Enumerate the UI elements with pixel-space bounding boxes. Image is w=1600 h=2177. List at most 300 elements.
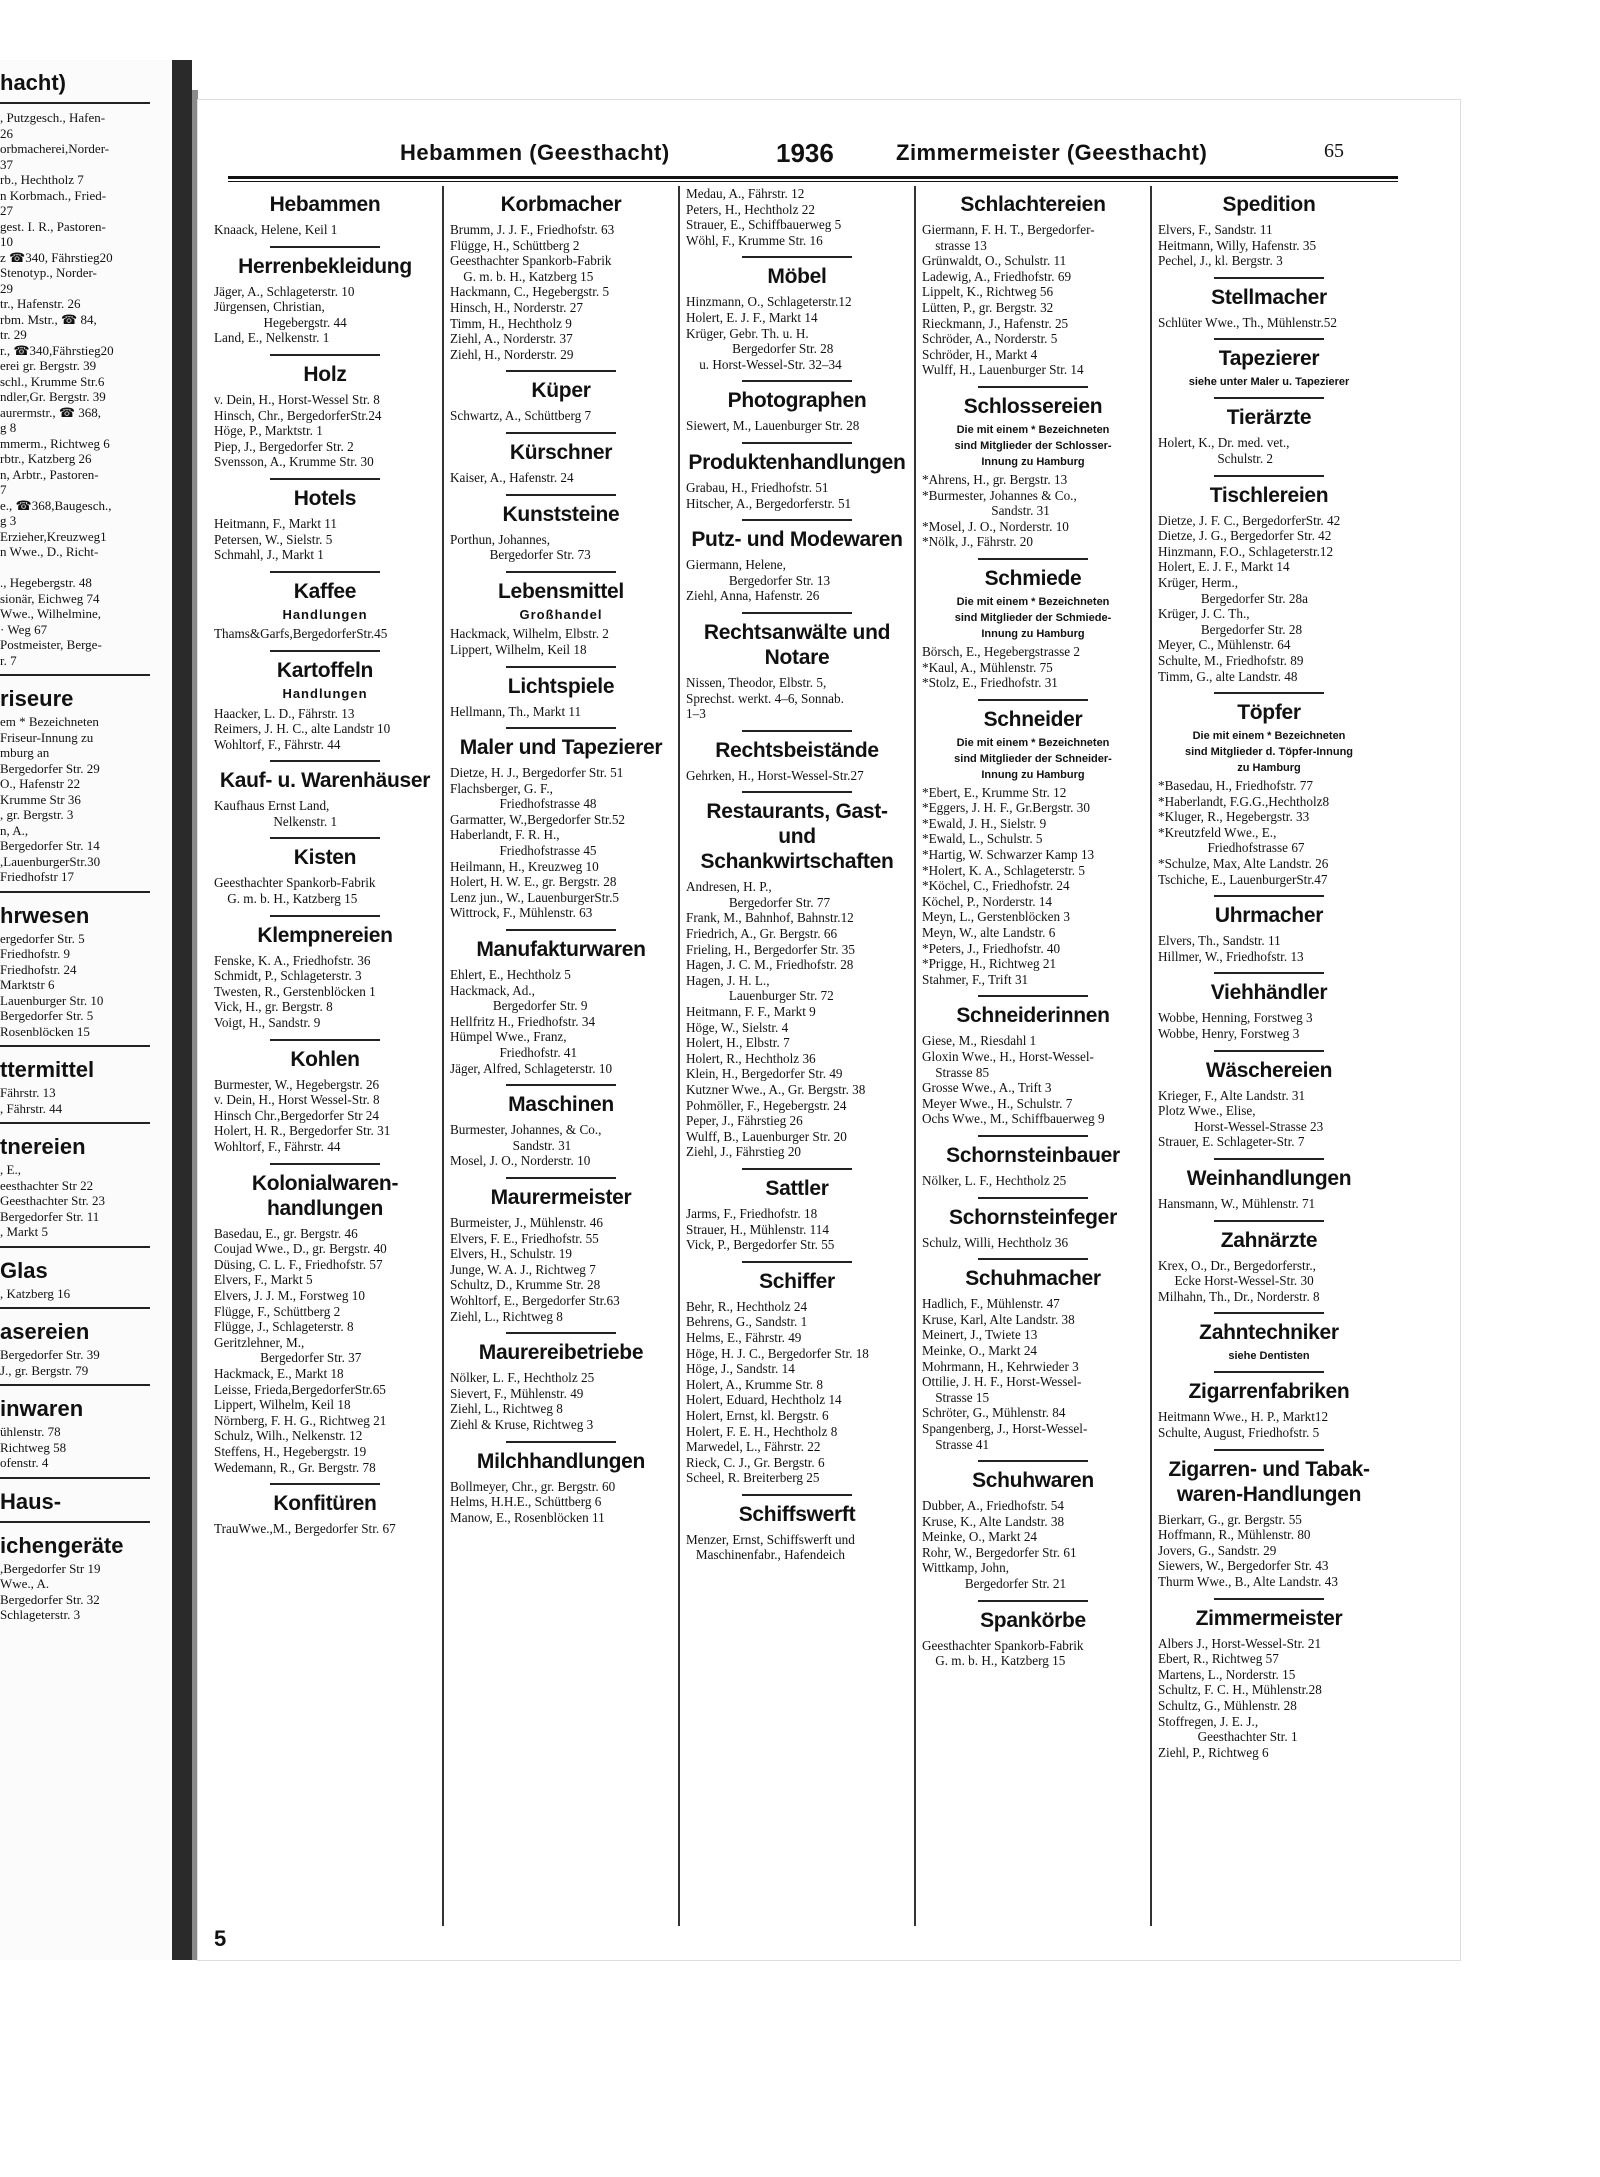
section-title-fragment: ichengeräte [0,1532,124,1558]
directory-entry: Hinzmann, F.O., Schlageterstr.12 [1158,543,1334,559]
section-title: Maurereibetriebe [478,1341,644,1365]
section-divider [1214,1371,1324,1373]
directory-entry: Dietze, H. J., Bergedorfer Str. 51 [450,765,624,781]
directory-entry: Krieger, F., Alte Landstr. 31 [1158,1087,1306,1103]
directory-entry: Hitscher, A., Bergedorferstr. 51 [686,495,852,511]
directory-entry: Holert, H. W. E., gr. Bergstr. 28 [450,874,617,890]
directory-entry: Strasse 15 [922,1389,990,1405]
divider [0,1045,150,1047]
directory-entry: Bergedorfer Str. 13 [686,572,831,588]
section-title: Weinhandlungen [1186,1167,1352,1190]
directory-section [1158,192,1380,279]
directory-entry: Timm, G., alte Landstr. 48 [1158,668,1298,684]
directory-page [198,100,1460,1960]
section-divider [506,370,616,372]
section-note: Die mit einem * Bezeichneten [956,423,1110,436]
entry-fragment: aurermstr., ☎ 368, [0,404,102,420]
directory-section [450,579,672,668]
section-divider [1214,1050,1324,1052]
directory-entry: Tschiche, E., LauenburgerStr.47 [1158,871,1328,887]
directory-entry: Schmahl, J., Markt 1 [214,547,324,563]
directory-section [214,845,436,916]
directory-entry: Strasse 85 [922,1064,990,1080]
directory-entry: Peters, H., Hechtholz 22 [686,201,815,217]
section-subtitle: Großhandel [519,606,603,622]
section-title: Kaffee [293,579,357,603]
section-divider [506,1332,616,1334]
directory-entry: Steffens, H., Hegebergstr. 19 [214,1443,367,1459]
directory-section [922,1205,1144,1261]
section-divider [506,727,616,729]
section-note: Innung zu Hamburg [981,455,1085,468]
directory-entry: Vick, H., gr. Bergstr. 8 [214,999,333,1015]
section-divider [1214,1158,1324,1160]
entry-fragment: Lauenburger Str. 10 [0,992,104,1008]
directory-section [922,566,1144,701]
directory-section [686,450,908,521]
section-divider [506,666,616,668]
directory-entry: Martens, L., Norderstr. 15 [1158,1666,1296,1682]
section-divider [270,837,380,839]
section-divider [742,612,852,614]
section-title: Rechtsbeistände [715,738,879,762]
section-divider [506,1177,616,1179]
entry-fragment: rbm. Mstr., ☎ 84, [0,311,97,327]
divider [0,1384,150,1386]
directory-section [1158,483,1380,695]
directory-entry: Maschinenfabr., Hafendeich [686,1547,845,1563]
directory-entry: *Ewald, J. H., Sielstr. 9 [922,815,1047,831]
directory-entry: Sievert, F., Mühlenstr. 49 [450,1385,584,1401]
directory-section [450,735,672,931]
header-rule [228,176,1398,179]
directory-entry: Nelkenstr. 1 [214,813,338,829]
directory-entry: Kruse, K., Alte Landstr. 38 [922,1513,1065,1529]
directory-section [1158,1058,1380,1160]
entry-fragment: Bergedorfer Str. 29 [0,760,100,776]
directory-entry: Kruse, Karl, Alte Landstr. 38 [922,1311,1075,1327]
directory-entry: Grosse Wwe., A., Trift 3 [922,1080,1052,1096]
directory-section [922,707,1144,998]
directory-entry: Holert, R., Hechtholz 36 [686,1050,816,1066]
section-title: Küper [531,379,591,403]
directory-entry: Schultz, G., Mühlenstr. 28 [1158,1697,1297,1713]
section-title: Lebensmittel [498,579,624,603]
column-divider [1150,186,1152,1926]
section-divider [1214,475,1324,477]
section-title: Kolonialwaren-handlungen [251,1171,399,1220]
directory-entry: Köchel, P., Norderstr. 14 [922,893,1053,909]
directory-entry: Bergedorfer Str. 21 [922,1576,1067,1592]
section-title: Schmiede [984,566,1082,590]
directory-section [214,486,436,573]
section-divider [270,354,380,356]
directory-entry: Svensson, A., Krumme Str. 30 [214,454,374,470]
entry-fragment: 10 [0,234,13,249]
section-title: Korbmacher [500,193,622,216]
entry-fragment: Wwe., A. [0,1576,50,1591]
directory-entry: Hinsch Chr.,Bergedorfer Str 24 [214,1107,379,1123]
entry-fragment: n Wwe., D., Richt- [0,544,99,559]
section-divider [978,1135,1088,1137]
directory-section [686,1502,908,1563]
directory-entry: Schwartz, A., Schüttberg 7 [450,408,592,424]
directory-entry: Holert, F. E. H., Hechtholz 8 [686,1423,838,1439]
directory-section [214,362,436,480]
directory-entry: Plotz Wwe., Elise, [1158,1103,1256,1119]
directory-entry: *Haberlandt, F.G.G.,Hechtholz8 [1158,793,1330,809]
entry-fragment [0,560,172,576]
entry-fragment: , E., [0,1162,21,1177]
directory-entry: Rieck, C. J., Gr. Bergstr. 6 [686,1454,825,1470]
directory-entry: Bergedorfer Str. 73 [450,547,591,563]
section-title: Schornsteinfeger [949,1205,1117,1229]
directory-entry: Hackmack, E., Markt 18 [214,1365,344,1381]
directory-entry: *Eggers, J. H. F., Gr.Bergstr. 30 [922,800,1090,816]
directory-entry: Flügge, H., Schüttberg 2 [450,237,580,253]
section-title: Tapezierer [1218,347,1320,371]
directory-entry: Hellfritz H., Friedhofstr. 34 [450,1013,596,1029]
section-note: Die mit einem * Bezeichneten [1192,730,1346,743]
previous-page-header: hacht) [0,70,66,95]
directory-entry: *Kluger, R., Hegebergstr. 33 [1158,809,1310,825]
section-title: Uhrmacher [1214,904,1324,928]
section-title: Zigarrenfabriken [1188,1380,1350,1404]
section-divider [742,442,852,444]
entry-fragment: ,LauenburgerStr.30 [0,853,101,869]
entry-fragment: Bergedorfer Str. 11 [0,1208,100,1224]
directory-entry: Lippert, Wilhelm, Keil 18 [214,1397,351,1413]
directory-entry: Ecke Horst-Wessel-Str. 30 [1158,1273,1314,1289]
directory-section [450,378,672,434]
directory-entry: Ziehl & Kruse, Richtweg 3 [450,1416,594,1432]
entry-fragment: J., gr. Bergstr. 79 [0,1362,89,1378]
directory-section [214,768,436,839]
directory-entry: Strauer, E., Schiffbauerweg 5 [686,217,842,233]
section-divider [506,1084,616,1086]
directory-entry: Elvers, F. E., Friedhofstr. 55 [450,1230,599,1246]
directory-section [1158,405,1380,476]
section-title: Sattler [765,1176,829,1200]
entry-fragment: Bergedorfer Str. 5 [0,1008,94,1023]
section-title: Hotels [293,486,357,510]
directory-entry: Friedhofstr. 41 [450,1045,578,1060]
section-divider [742,791,852,793]
section-title: Herrenbekleidung [238,254,412,278]
directory-entry: Medau, A., Fährstr. 12 [686,186,805,201]
directory-entry: Strauer, E. Schlageter-Str. 7 [1158,1134,1305,1150]
directory-section [450,502,672,573]
directory-entry: Bergedorfer Str. 77 [686,894,831,910]
section-note: sind Mitglieder d. Töpfer-Innung [1184,746,1354,759]
directory-entry: Lütten, P., gr. Bergstr. 32 [922,299,1054,315]
directory-entry: Dietze, J. F. C., BergedorferStr. 42 [1158,512,1341,528]
entry-fragment: n, Arbtr., Pastoren- [0,466,99,482]
directory-entry: *Ewald, L., Schulstr. 5 [922,831,1043,847]
directory-entry: Wittrock, F., Mühlenstr. 63 [450,905,593,921]
section-title: Tischlereien [1209,483,1329,507]
entry-fragment: rb., Hechtholz 7 [0,172,84,187]
entry-fragment: Fährstr. 13 [0,1085,56,1100]
entry-fragment: gest. I. R., Pastoren- [0,218,106,234]
section-divider [742,1494,852,1496]
entry-fragment: Richtweg 58 [0,1439,67,1455]
entry-fragment: schl., Krumme Str.6 [0,373,105,389]
directory-entry: Hansmann, W., Mühlenstr. 71 [1158,1196,1316,1211]
directory-entry: Bierkarr, G., gr. Bergstr. 55 [1158,1511,1302,1527]
directory-entry: Brumm, J. J. F., Friedhofstr. 63 [450,222,615,237]
directory-entry: *Mosel, J. O., Norderstr. 10 [922,518,1069,534]
directory-entry: *Ahrens, H., gr. Bergstr. 13 [922,471,1068,487]
directory-entry: Petersen, W., Sielstr. 5 [214,531,333,547]
section-divider [978,995,1088,997]
section-divider [742,1168,852,1170]
directory-entry: Meyn, W., alte Landstr. 6 [922,925,1056,941]
section-title: Töpfer [1237,701,1301,725]
directory-entry: Dietze, J. G., Bergedorfer Str. 42 [1158,528,1332,544]
section-title: Lichtspiele [507,674,615,698]
section-divider [270,246,380,248]
directory-entry: Höge, J., Sandstr. 14 [686,1361,795,1377]
directory-entry: Nölker, L. F., Hechtholz 25 [450,1370,595,1386]
entry-fragment: 37 [0,156,13,172]
entry-fragment: , gr. Bergstr. 3 [0,807,74,822]
directory-entry: Burmester, W., Hegebergstr. 26 [214,1076,380,1092]
section-title-fragment: inwaren [0,1396,84,1421]
directory-entry: *Burmester, Johannes & Co., [922,487,1077,503]
section-divider [1214,277,1324,279]
directory-entry: Junge, W. A. J., Richtweg 7 [450,1261,596,1277]
directory-entry: Jäger, Alfred, Schlageterstr. 10 [450,1060,613,1076]
section-divider [978,699,1088,701]
directory-entry: Schröter, G., Mühlenstr. 84 [922,1405,1066,1421]
entry-fragment: , Katzberg 16 [0,1285,71,1301]
directory-entry: Höge, P., Marktstr. 1 [214,423,323,439]
directory-entry: Flachsberger, G. F., [450,780,553,796]
directory-entry: Schröder, H., Markt 4 [922,346,1038,362]
directory-section [922,394,1144,560]
directory-entry: Ladewig, A., Friedhofstr. 69 [922,268,1072,284]
directory-entry: *Ebert, E., Krumme Str. 12 [922,784,1067,800]
column-divider [914,186,916,1926]
directory-entry: *Nölk, J., Fährstr. 20 [922,534,1033,550]
entry-fragment: r., ☎340,Fährstieg20 [0,342,114,358]
directory-entry: Garmatter, W.,Bergedorfer Str.52 [450,811,626,827]
directory-entry: Börsch, E., Hegebergstrasse 2 [922,643,1080,659]
directory-entry: Bergedorfer Str. 28 [1158,621,1303,637]
section-title-fragment: tnereien [0,1134,86,1159]
section-title-fragment: hrwesen [0,902,90,928]
directory-entry: Hackmack, Ad., [450,982,535,998]
directory-entry: Geesthachter Spankorb-Fabrik [214,875,376,891]
directory-entry: Dubber, A., Friedhofstr. 54 [922,1498,1064,1514]
directory-entry: Elvers, F., Markt 5 [214,1272,313,1288]
directory-entry: Gloxin Wwe., H., Horst-Wessel- [922,1049,1094,1064]
directory-entry: Bergedorfer Str. 28 [686,341,834,357]
directory-entry: Bollmeyer, Chr., gr. Bergstr. 60 [450,1478,616,1494]
directory-entry: Giermann, F. H. T., Bergedorfer- [922,222,1095,237]
directory-entry: Holert, H., Elbstr. 7 [686,1035,790,1051]
directory-entry: Mohrmann, H., Kehrwieder 3 [922,1358,1079,1374]
directory-entry: Lippelt, K., Richtweg 56 [922,284,1054,300]
entry-fragment: g 8 [0,420,17,435]
column-1 [214,186,436,1926]
entry-fragment: erei gr. Bergstr. 39 [0,358,97,373]
section-title: Spankörbe [980,1608,1086,1632]
entry-fragment: r. 7 [0,652,17,668]
entry-fragment: orbmacherei,Norder- [0,141,110,156]
directory-entry: Hoffmann, R., Mühlenstr. 80 [1158,1527,1311,1543]
directory-entry: Heitmann, F., Markt 11 [214,515,337,531]
section-note: Die mit einem * Bezeichneten [956,595,1110,608]
directory-section [686,799,908,1170]
section-title: Holz [303,362,347,386]
directory-entry: Milhahn, Th., Dr., Norderstr. 8 [1158,1288,1320,1304]
directory-entry: Albers J., Horst-Wessel-Str. 21 [1158,1635,1322,1651]
directory-entry: Fenske, K. A., Friedhofstr. 36 [214,952,371,968]
directory-section [686,186,908,258]
section-title: Milchhandlungen [476,1449,646,1473]
divider [0,102,150,104]
section-title-fragment: ttermittel [0,1057,95,1082]
section-note: sind Mitglieder der Schneider- [954,752,1112,765]
directory-entry: Schultz, F. C. H., Mühlenstr.28 [1158,1682,1322,1698]
section-divider [1214,972,1324,974]
column-2 [450,186,672,1926]
directory-entry: Friedhofstrasse 45 [450,843,597,859]
entry-fragment: Krumme Str 36 [0,791,81,807]
directory-entry: v. Dein, H., Horst-Wessel Str. 8 [214,391,380,407]
entry-fragment: Bergedorfer Str. 14 [0,838,100,853]
directory-entry: v. Dein, H., Horst Wessel-Str. 8 [214,1092,380,1108]
section-divider [506,1441,616,1443]
directory-entry: u. Horst-Wessel-Str. 32–34 [686,356,842,372]
divider [0,1122,150,1124]
directory-entry: Siewers, W., Bergedorfer Str. 43 [1158,1558,1329,1574]
directory-entry: Helms, E., Fährstr. 49 [686,1329,802,1345]
directory-entry: Hegebergstr. 44 [214,314,347,330]
entry-fragment: Friedhofstr. 9 [0,946,71,961]
section-title: Kauf- u. Warenhäuser [219,769,431,793]
section-divider [1214,895,1324,897]
directory-section [1158,980,1380,1051]
section-title: Schiffer [759,1269,835,1293]
section-divider [1214,1220,1324,1222]
directory-section [922,1003,1144,1137]
section-divider [1214,1312,1324,1314]
header-rule-thin [228,181,1398,182]
signature-number: 5 [214,1926,227,1951]
directory-section [1158,285,1380,341]
page-header [198,140,1460,170]
entry-fragment: mburg an [0,745,50,760]
directory-entry: Nölker, L. F., Hechtholz 25 [922,1172,1067,1188]
section-divider [270,478,380,480]
directory-entry: Frank, M., Bahnhof, Bahnstr.12 [686,910,854,926]
directory-section [1158,1166,1380,1222]
directory-entry: Ziehl, H., Norderstr. 29 [450,346,574,362]
directory-entry: Spangenberg, J., Horst-Wessel- [922,1420,1088,1436]
directory-entry: Horst-Wessel-Strasse 23 [1158,1118,1324,1134]
directory-section [686,388,908,444]
section-title: Maurermeister [490,1185,632,1209]
directory-entry: Schulte, August, Friedhofstr. 5 [1158,1424,1320,1440]
directory-entry: Schulstr. 2 [1158,450,1274,466]
previous-page-sections [0,674,172,1623]
page-number: 65 [1324,140,1344,162]
directory-section [922,1468,1144,1602]
directory-entry: Hümpel Wwe., Franz, [450,1029,567,1045]
directory-entry: *Kaul, A., Mühlenstr. 75 [922,659,1053,675]
divider [0,674,150,676]
section-divider [1214,338,1324,340]
directory-entry: *Stolz, E., Friedhofstr. 31 [922,675,1058,691]
divider [0,1307,150,1309]
entry-fragment: 29 [0,280,13,296]
entry-fragment: n Korbmach., Fried- [0,187,107,203]
section-divider [978,1600,1088,1602]
column-divider [678,186,680,1926]
directory-section [1158,1320,1380,1373]
directory-section [214,923,436,1041]
directory-entry: Jovers, G., Sandstr. 29 [1158,1542,1277,1558]
section-divider [270,571,380,573]
directory-entry: Porthun, Johannes, [450,531,551,547]
section-title: Zahnärzte [1220,1228,1318,1252]
directory-entry: Knaack, Helene, Keil 1 [214,222,338,237]
entry-fragment: , Putzgesch., Hafen- [0,110,106,125]
directory-entry: Krüger, Gebr. Th. u. H. [686,325,809,341]
header-right-title: Zimmermeister (Geesthacht) [896,140,1208,165]
directory-section [214,1491,436,1537]
directory-section [214,1047,436,1165]
directory-columns [214,186,1414,1926]
entry-fragment: ndler,Gr. Bergstr. 39 [0,389,106,404]
directory-entry: Lenz jun., W., LauenburgerStr.5 [450,889,619,905]
directory-entry: Ziehl, A., Norderstr. 37 [450,331,573,347]
section-title-fragment: riseure [0,686,74,711]
section-title: Putz- und Modewaren [691,528,903,552]
section-title: Kisten [293,846,357,870]
directory-entry: Thurm Wwe., B., Alte Landstr. 43 [1158,1573,1338,1589]
entry-fragment: Postmeister, Berge- [0,637,102,652]
directory-entry: Ziehl, L., Richtweg 8 [450,1308,563,1324]
directory-section [214,658,436,762]
section-note: Die mit einem * Bezeichneten [956,736,1110,749]
directory-entry: Krex, O., Dr., Bergedorferstr., [1158,1257,1316,1273]
section-note: sind Mitglieder der Schmiede- [954,611,1112,624]
directory-entry: Geritzlehner, M., [214,1334,305,1350]
section-divider [1214,692,1324,694]
section-divider [270,1039,380,1041]
entry-fragment: Stenotyp., Norder- [0,265,97,280]
section-divider [270,1163,380,1165]
entry-fragment: ühlenstr. 78 [0,1424,61,1439]
divider [0,1521,150,1523]
directory-entry: Holert, H. R., Bergedorfer Str. 31 [214,1123,391,1139]
directory-entry: Wobbe, Henry, Forstweg 3 [1158,1026,1300,1042]
directory-section [1158,903,1380,974]
directory-entry: Burmeister, J., Mühlenstr. 46 [450,1214,603,1230]
directory-entry: *Basedau, H., Friedhofstr. 77 [1158,778,1313,794]
directory-entry: Stahmer, F., Trift 31 [922,971,1029,987]
directory-entry: Meinke, O., Markt 24 [922,1342,1038,1358]
directory-entry: Jarms, F., Friedhofstr. 18 [686,1205,818,1221]
directory-section [450,1449,672,1526]
directory-entry: Holert, E. J. F., Markt 14 [1158,559,1290,575]
entry-fragment: 26 [0,125,13,141]
section-divider [742,730,852,732]
